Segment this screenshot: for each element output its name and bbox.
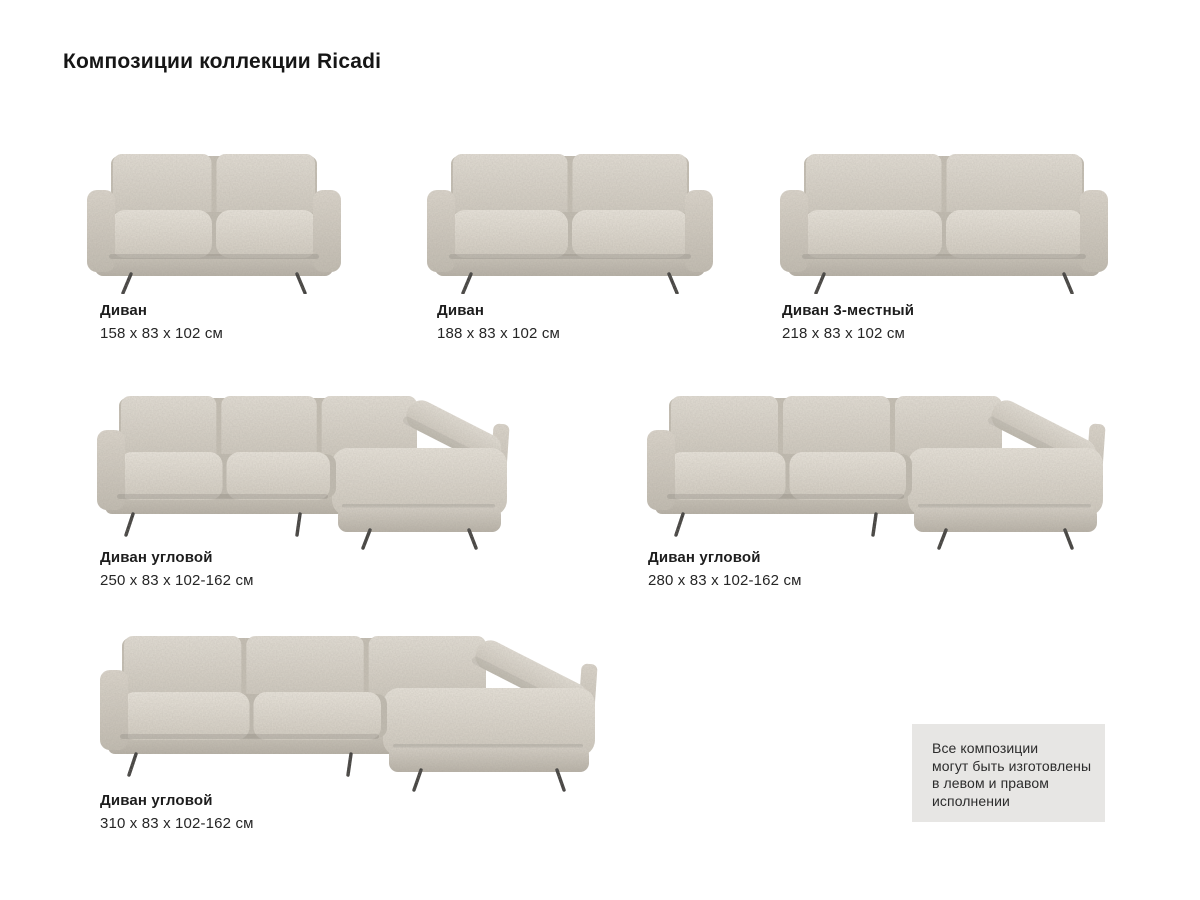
note-line: исполнении xyxy=(932,792,1010,809)
sofa-illustration xyxy=(645,392,1111,550)
product-name: Диван xyxy=(100,302,148,319)
product-name: Диван угловой xyxy=(648,549,761,566)
sofa-illustration xyxy=(425,148,715,294)
note-line: Все композиции xyxy=(932,740,1039,756)
note-line: могут быть изготовлены xyxy=(932,757,1092,774)
product-dimensions: 280 x 83 x 102-162 см xyxy=(648,572,802,589)
note-box xyxy=(912,724,1105,822)
product-name: Диван 3-местный xyxy=(782,302,915,319)
product-caption xyxy=(100,549,254,590)
product-caption xyxy=(648,549,802,590)
product-name: Диван угловой xyxy=(100,549,213,566)
sofa-illustration xyxy=(778,148,1110,294)
sofa-illustration xyxy=(95,392,515,550)
sofa-illustration xyxy=(98,632,603,792)
product-dimensions: 218 x 83 x 102 см xyxy=(782,325,905,342)
product-caption xyxy=(100,302,223,343)
sofa-illustration xyxy=(85,148,343,294)
product-caption xyxy=(782,302,914,343)
product-caption xyxy=(100,792,254,833)
product-name: Диван xyxy=(437,302,485,319)
note-line: в левом и правом xyxy=(932,775,1050,791)
product-dimensions: 188 x 83 x 102 см xyxy=(437,325,560,342)
product-dimensions: 310 x 83 x 102-162 см xyxy=(100,815,254,832)
page-title: Композиции коллекции Ricadi xyxy=(63,50,382,73)
product-dimensions: 158 x 83 x 102 см xyxy=(100,325,223,342)
product-name: Диван угловой xyxy=(100,792,213,809)
product-caption xyxy=(437,302,560,343)
product-dimensions: 250 x 83 x 102-162 см xyxy=(100,572,254,589)
